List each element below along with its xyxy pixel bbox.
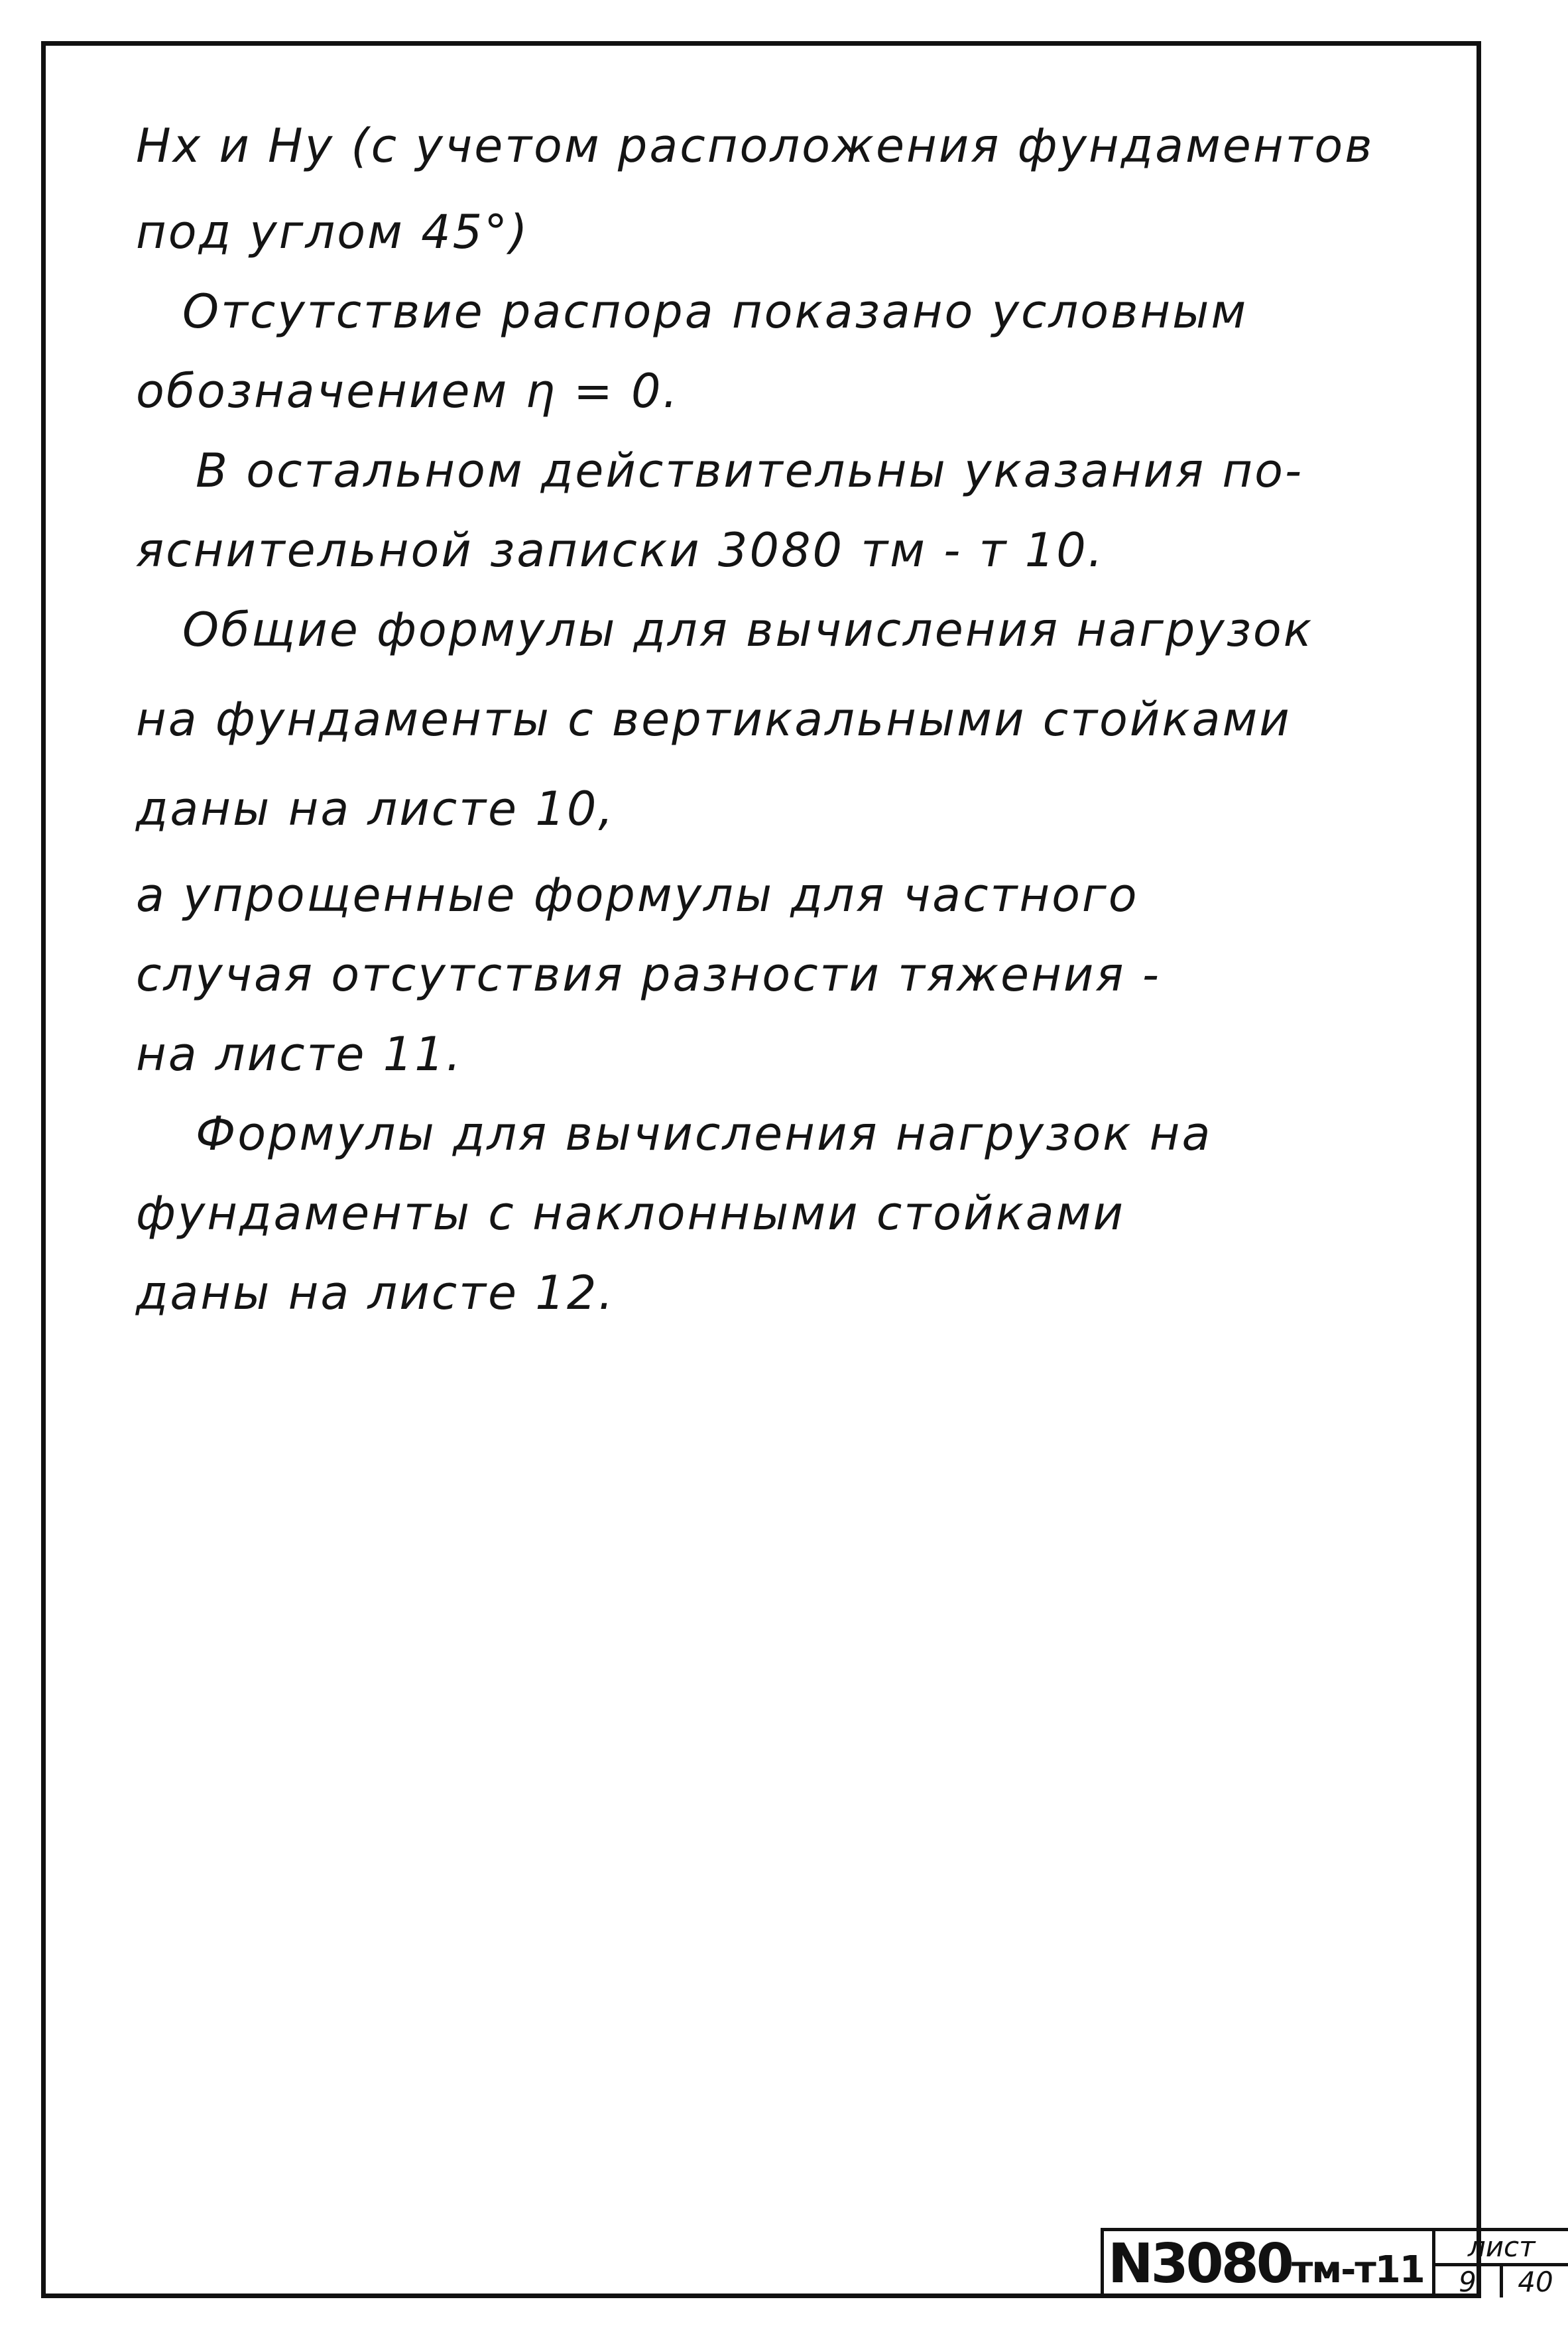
note-line-5: В остальном действительны указания по- [196, 444, 1304, 498]
sheet-info [1435, 2231, 1568, 2297]
total-sheets: 40 [1500, 2266, 1568, 2297]
sheet-label: лист [1435, 2231, 1568, 2266]
note-line-1: Hx и Hy (с учетом расположения фундаментов [136, 119, 1374, 173]
note-line-6: яснительной записки 3080 тм - т 10. [136, 523, 1105, 578]
note-line-11: случая отсутствия разности тяжения - [136, 948, 1161, 1002]
document-number-suffix: тм-т11 [1291, 2248, 1424, 2292]
document-number [1104, 2231, 1435, 2297]
sheet-number: 9 [1459, 2266, 1477, 2298]
note-line-14: фундаменты с наклонными стойками [136, 1186, 1125, 1241]
note-line-4: обозначением η = 0. [136, 364, 680, 418]
note-line-12: на листе 11. [136, 1027, 463, 1081]
note-line-9: даны на листе 10, [136, 782, 615, 836]
note-line-10: а упрощенные формулы для частного [136, 868, 1139, 922]
note-line-15: даны на листе 12. [136, 1266, 615, 1320]
note-line-2: под углом 45°) [136, 205, 530, 259]
note-line-3: Отсутствие распора показано условным [182, 284, 1248, 339]
document-number-main: N3080 [1108, 2233, 1292, 2295]
note-line-7: Общие формулы для вычисления нагрузок [182, 603, 1314, 657]
note-line-13: Формулы для вычисления нагрузок на [196, 1107, 1213, 1161]
sheet-numbers [1435, 2266, 1568, 2297]
note-line-8: на фундаменты с вертикальными стойками [136, 692, 1292, 747]
title-block-stamp [1101, 2228, 1568, 2297]
